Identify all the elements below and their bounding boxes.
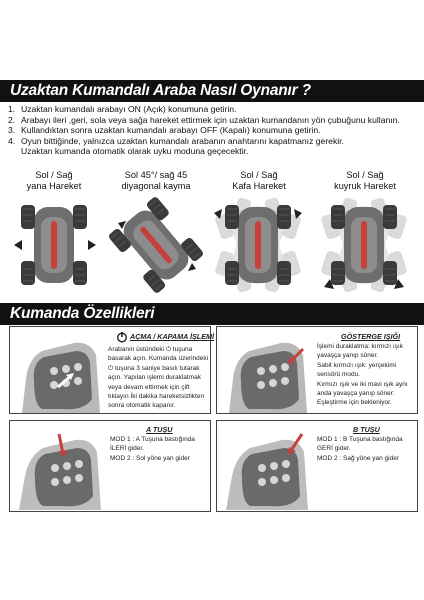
a-box-text: MOD 1 : A Tuşuna bastığında İLERİ gider. MOD 2 : Sol yöne yan gider — [110, 436, 195, 462]
hand-remote-illustration — [13, 424, 105, 510]
section-title-remote-features: Kumanda Özellikleri — [0, 303, 424, 325]
indicator-info-box — [216, 326, 418, 414]
car-tail-move — [320, 197, 407, 293]
movement-caption-diagonal: Sol 45°/ sağ 45 diyagonal kayma — [121, 170, 191, 191]
power-info-box — [9, 326, 214, 414]
instruction-continuation: Uzaktan kumanda otomatik olarak uyku moduna geçecektir. — [21, 146, 249, 157]
movement-caption-head: Sol / Sağ Kafa Hareket — [232, 170, 286, 191]
indicator-box-text: İşlemi duraklatma: kırmızı ışık yavaşça yanıp söner. Sabit kırmızı ışık: yerçekimi sensörü modu. Kırmızı ışık ve iki mavi ışık aynı anda yavaşça yanıp söner: Eşleştirme için bekleniyor. — [317, 343, 408, 407]
indicator-box-title: GÖSTERGE IŞIĞI — [341, 332, 401, 341]
b-box-text: MOD 1 : B Tuşuna bastığında GERİ gider. MOD 2 : Sağ yöne yan gider — [317, 436, 403, 462]
instruction-item: 4. Oyun bittiğinde, yalnızca uzaktan kumandalı arabanın anahtarını kapatmanız gerekir. — [8, 135, 344, 146]
a-box-title: A TUŞU — [146, 425, 173, 434]
movement-caption-tail: Sol / Sağ kuyruk Hareket — [334, 170, 396, 191]
car-movement-illustrations — [0, 195, 424, 295]
movement-caption-side: Sol / Sağ yana Hareket — [26, 170, 82, 191]
hand-remote-illustration — [221, 329, 311, 413]
b-box-title: B TUŞU — [353, 425, 380, 434]
power-box-title: AÇMA / KAPAMA İŞLEMİ — [130, 332, 214, 341]
b-button-info-box — [216, 420, 418, 512]
instruction-item: 3. Kullandıktan sonra uzaktan kumandalı arabayı OFF (Kapalı) konumuna getirin. — [8, 125, 321, 136]
section-title-how-to-play: Uzaktan Kumandalı Araba Nasıl Oynanır ? — [0, 80, 424, 102]
power-box-text: Arabanın üstündeki ⏻ tuşuna basarak açın. Kumanda üzerindeki ⏻ tuşuna 3 saniye basılı tutarak açın. Yapılan işlemi duraklatmak veya devam ettirmek için çift tıklayın İki dakika hareketsizlikten sonra otomatik kapanır. — [108, 346, 209, 410]
hand-remote-illustration — [220, 424, 312, 510]
a-button-info-box — [9, 420, 211, 512]
instruction-item: 2. Arabayı ileri ,geri, sola veya sağa hareket ettirmek için uzaktan kumandanın yön çubuğunu kullanın. — [8, 114, 400, 125]
instructions-list — [8, 104, 420, 157]
car-diagonal-move — [108, 196, 205, 295]
car-side-move — [14, 205, 96, 285]
power-icon — [116, 331, 128, 343]
car-head-move — [214, 197, 302, 293]
hand-remote-illustration — [14, 329, 104, 413]
instruction-item: 1. Uzaktan kumandalı arabayı ON (Açık) konumuna getirin. — [8, 104, 237, 114]
